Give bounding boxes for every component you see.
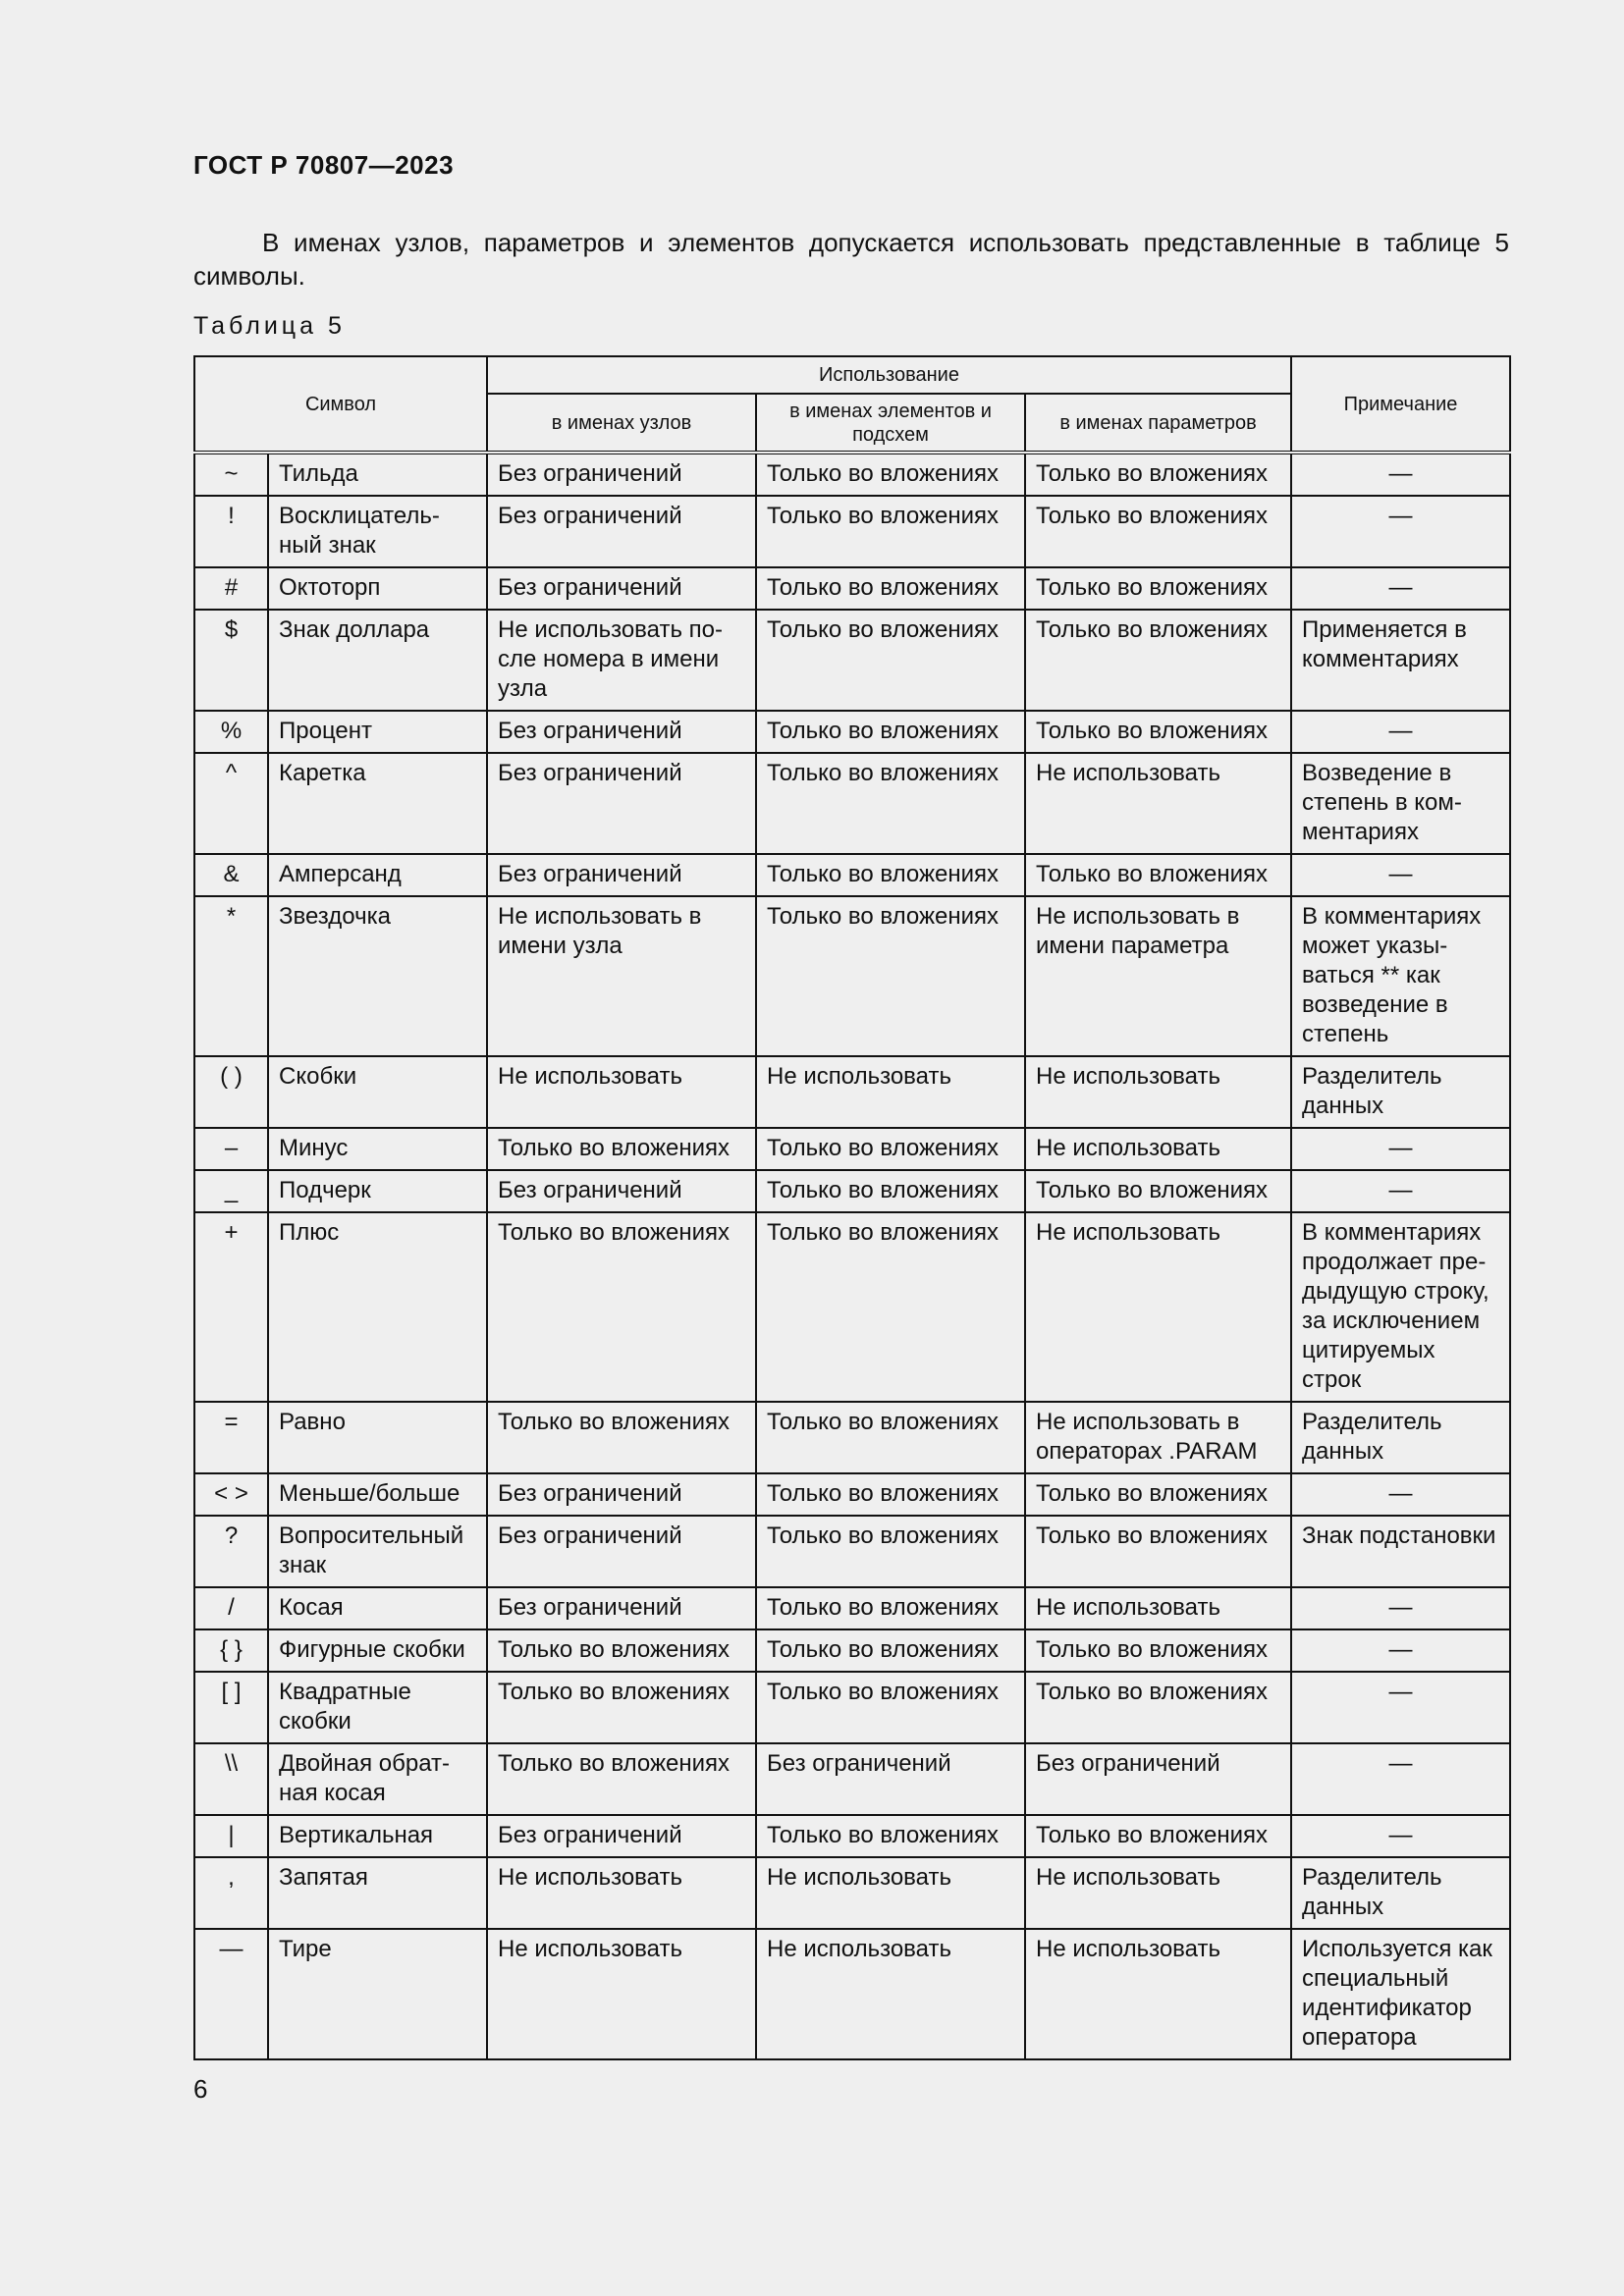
nodes-usage-cell: Только во вложениях bbox=[487, 1212, 756, 1402]
note-cell: — bbox=[1291, 1629, 1510, 1672]
symbol-name-cell: Квадратные скобки bbox=[268, 1672, 487, 1743]
note-cell: — bbox=[1291, 1473, 1510, 1516]
nodes-usage-cell: Только во вложениях bbox=[487, 1128, 756, 1170]
table-row bbox=[194, 1587, 1510, 1629]
symbol-name-cell: Скобки bbox=[268, 1056, 487, 1128]
symbol-cell: & bbox=[194, 854, 268, 896]
elements-usage-cell: Только во вложениях bbox=[756, 1128, 1025, 1170]
table-row bbox=[194, 711, 1510, 753]
table-row bbox=[194, 453, 1510, 496]
elements-usage-cell: Только во вложениях bbox=[756, 453, 1025, 496]
params-usage-cell: Не использовать bbox=[1025, 1056, 1291, 1128]
symbols-table bbox=[193, 355, 1511, 2060]
note-cell: В комментариях продолжает пре-дыдущую строку, за исключением цитируемых строк bbox=[1291, 1212, 1510, 1402]
table-row bbox=[194, 854, 1510, 896]
elements-usage-cell: Только во вложениях bbox=[756, 1170, 1025, 1212]
elements-usage-cell: Только во вложениях bbox=[756, 1402, 1025, 1473]
header-elements: в именах элементов и подсхем bbox=[756, 394, 1025, 453]
params-usage-cell: Только во вложениях bbox=[1025, 453, 1291, 496]
table-row bbox=[194, 1629, 1510, 1672]
note-cell: — bbox=[1291, 1128, 1510, 1170]
header-note: Примечание bbox=[1291, 356, 1510, 453]
params-usage-cell: Не использовать bbox=[1025, 753, 1291, 854]
elements-usage-cell: Только во вложениях bbox=[756, 1815, 1025, 1857]
elements-usage-cell: Только во вложениях bbox=[756, 1473, 1025, 1516]
symbol-cell: – bbox=[194, 1128, 268, 1170]
symbol-name-cell: Минус bbox=[268, 1128, 487, 1170]
nodes-usage-cell: Не использовать по-сле номера в имени узла bbox=[487, 610, 756, 711]
symbol-cell: $ bbox=[194, 610, 268, 711]
table-row bbox=[194, 1815, 1510, 1857]
symbol-cell: = bbox=[194, 1402, 268, 1473]
table-row bbox=[194, 1402, 1510, 1473]
header-nodes: в именах узлов bbox=[487, 394, 756, 453]
symbol-cell: ! bbox=[194, 496, 268, 567]
table-row bbox=[194, 567, 1510, 610]
table-row bbox=[194, 1170, 1510, 1212]
document-id: ГОСТ Р 70807—2023 bbox=[193, 150, 455, 180]
note-cell: Разделитель данных bbox=[1291, 1056, 1510, 1128]
symbol-cell: ( ) bbox=[194, 1056, 268, 1128]
symbol-cell: < > bbox=[194, 1473, 268, 1516]
nodes-usage-cell: Без ограничений bbox=[487, 1587, 756, 1629]
nodes-usage-cell: Только во вложениях bbox=[487, 1672, 756, 1743]
params-usage-cell: Только во вложениях bbox=[1025, 1170, 1291, 1212]
symbol-name-cell: Каретка bbox=[268, 753, 487, 854]
elements-usage-cell: Только во вложениях bbox=[756, 896, 1025, 1056]
elements-usage-cell: Только во вложениях bbox=[756, 1516, 1025, 1587]
elements-usage-cell: Не использовать bbox=[756, 1857, 1025, 1929]
symbol-name-cell: Восклицатель-ный знак bbox=[268, 496, 487, 567]
note-cell: — bbox=[1291, 1815, 1510, 1857]
symbol-name-cell: Амперсанд bbox=[268, 854, 487, 896]
note-cell: Знак подстановки bbox=[1291, 1516, 1510, 1587]
params-usage-cell: Только во вложениях bbox=[1025, 1629, 1291, 1672]
params-usage-cell: Без ограничений bbox=[1025, 1743, 1291, 1815]
symbol-cell: * bbox=[194, 896, 268, 1056]
symbol-name-cell: Звездочка bbox=[268, 896, 487, 1056]
note-cell: — bbox=[1291, 854, 1510, 896]
symbol-cell: | bbox=[194, 1815, 268, 1857]
symbol-name-cell: Вопросительный знак bbox=[268, 1516, 487, 1587]
table-row bbox=[194, 1857, 1510, 1929]
symbol-cell: / bbox=[194, 1587, 268, 1629]
symbol-cell: ? bbox=[194, 1516, 268, 1587]
symbol-name-cell: Тире bbox=[268, 1929, 487, 2059]
params-usage-cell: Только во вложениях bbox=[1025, 854, 1291, 896]
nodes-usage-cell: Без ограничений bbox=[487, 496, 756, 567]
elements-usage-cell: Не использовать bbox=[756, 1056, 1025, 1128]
symbol-name-cell: Запятая bbox=[268, 1857, 487, 1929]
symbol-cell: [ ] bbox=[194, 1672, 268, 1743]
note-cell: Возведение в степень в ком-ментариях bbox=[1291, 753, 1510, 854]
nodes-usage-cell: Только во вложениях bbox=[487, 1629, 756, 1672]
params-usage-cell: Только во вложениях bbox=[1025, 1516, 1291, 1587]
elements-usage-cell: Только во вложениях bbox=[756, 854, 1025, 896]
symbol-cell: # bbox=[194, 567, 268, 610]
table-row bbox=[194, 1056, 1510, 1128]
symbol-cell: % bbox=[194, 711, 268, 753]
elements-usage-cell: Только во вложениях bbox=[756, 610, 1025, 711]
nodes-usage-cell: Без ограничений bbox=[487, 753, 756, 854]
table-row bbox=[194, 1516, 1510, 1587]
params-usage-cell: Не использовать bbox=[1025, 1212, 1291, 1402]
symbol-cell: ^ bbox=[194, 753, 268, 854]
elements-usage-cell: Без ограничений bbox=[756, 1743, 1025, 1815]
params-usage-cell: Не использовать bbox=[1025, 1587, 1291, 1629]
symbol-name-cell: Подчерк bbox=[268, 1170, 487, 1212]
symbol-name-cell: Меньше/больше bbox=[268, 1473, 487, 1516]
nodes-usage-cell: Без ограничений bbox=[487, 854, 756, 896]
symbol-name-cell: Плюс bbox=[268, 1212, 487, 1402]
params-usage-cell: Только во вложениях bbox=[1025, 711, 1291, 753]
note-cell: — bbox=[1291, 711, 1510, 753]
elements-usage-cell: Только во вложениях bbox=[756, 1672, 1025, 1743]
table-row bbox=[194, 896, 1510, 1056]
nodes-usage-cell: Без ограничений bbox=[487, 711, 756, 753]
nodes-usage-cell: Без ограничений bbox=[487, 567, 756, 610]
intro-paragraph: В именах узлов, параметров и элементов допускается использовать представленные в таблице 5 символы. bbox=[193, 228, 1509, 291]
params-usage-cell: Не использовать bbox=[1025, 1128, 1291, 1170]
header-symbol: Символ bbox=[194, 356, 487, 453]
note-cell: — bbox=[1291, 453, 1510, 496]
symbol-cell: _ bbox=[194, 1170, 268, 1212]
elements-usage-cell: Только во вложениях bbox=[756, 496, 1025, 567]
nodes-usage-cell: Не использовать bbox=[487, 1929, 756, 2059]
elements-usage-cell: Только во вложениях bbox=[756, 1629, 1025, 1672]
params-usage-cell: Не использовать bbox=[1025, 1929, 1291, 2059]
symbol-cell: + bbox=[194, 1212, 268, 1402]
note-cell: Разделитель данных bbox=[1291, 1402, 1510, 1473]
note-cell: — bbox=[1291, 1672, 1510, 1743]
note-cell: — bbox=[1291, 1587, 1510, 1629]
table-body bbox=[194, 453, 1510, 2059]
nodes-usage-cell: Только во вложениях bbox=[487, 1743, 756, 1815]
note-cell: В комментариях может указы-ваться ** как возведение в степень bbox=[1291, 896, 1510, 1056]
symbol-name-cell: Косая bbox=[268, 1587, 487, 1629]
nodes-usage-cell: Без ограничений bbox=[487, 1473, 756, 1516]
symbol-cell: ~ bbox=[194, 453, 268, 496]
elements-usage-cell: Только во вложениях bbox=[756, 1212, 1025, 1402]
nodes-usage-cell: Не использовать в имени узла bbox=[487, 896, 756, 1056]
symbol-name-cell: Знак доллара bbox=[268, 610, 487, 711]
nodes-usage-cell: Не использовать bbox=[487, 1857, 756, 1929]
params-usage-cell: Только во вложениях bbox=[1025, 1672, 1291, 1743]
note-cell: — bbox=[1291, 1170, 1510, 1212]
nodes-usage-cell: Не использовать bbox=[487, 1056, 756, 1128]
symbol-name-cell: Октоторп bbox=[268, 567, 487, 610]
symbol-cell: \\ bbox=[194, 1743, 268, 1815]
elements-usage-cell: Только во вложениях bbox=[756, 753, 1025, 854]
nodes-usage-cell: Без ограничений bbox=[487, 1815, 756, 1857]
table-row bbox=[194, 1212, 1510, 1402]
params-usage-cell: Только во вложениях bbox=[1025, 610, 1291, 711]
symbol-name-cell: Двойная обрат-ная косая bbox=[268, 1743, 487, 1815]
note-cell: Применяется в комментариях bbox=[1291, 610, 1510, 711]
nodes-usage-cell: Без ограничений bbox=[487, 1170, 756, 1212]
symbol-name-cell: Вертикальная bbox=[268, 1815, 487, 1857]
symbol-name-cell: Тильда bbox=[268, 453, 487, 496]
params-usage-cell: Только во вложениях bbox=[1025, 496, 1291, 567]
table-row bbox=[194, 1128, 1510, 1170]
table-row bbox=[194, 496, 1510, 567]
note-cell: Разделитель данных bbox=[1291, 1857, 1510, 1929]
table-row bbox=[194, 1473, 1510, 1516]
params-usage-cell: Не использовать в имени параметра bbox=[1025, 896, 1291, 1056]
table-row bbox=[194, 753, 1510, 854]
note-cell: Используется как специальный идентификатор оператора bbox=[1291, 1929, 1510, 2059]
symbol-name-cell: Процент bbox=[268, 711, 487, 753]
nodes-usage-cell: Без ограничений bbox=[487, 1516, 756, 1587]
page-number: 6 bbox=[193, 2074, 208, 2104]
elements-usage-cell: Не использовать bbox=[756, 1929, 1025, 2059]
params-usage-cell: Не использовать в операторах .PARAM bbox=[1025, 1402, 1291, 1473]
params-usage-cell: Только во вложениях bbox=[1025, 567, 1291, 610]
elements-usage-cell: Только во вложениях bbox=[756, 1587, 1025, 1629]
header-params: в именах параметров bbox=[1025, 394, 1291, 453]
table-row bbox=[194, 1672, 1510, 1743]
table-row bbox=[194, 1929, 1510, 2059]
table-row bbox=[194, 1743, 1510, 1815]
params-usage-cell: Только во вложениях bbox=[1025, 1815, 1291, 1857]
params-usage-cell: Только во вложениях bbox=[1025, 1473, 1291, 1516]
elements-usage-cell: Только во вложениях bbox=[756, 567, 1025, 610]
elements-usage-cell: Только во вложениях bbox=[756, 711, 1025, 753]
symbol-name-cell: Равно bbox=[268, 1402, 487, 1473]
note-cell: — bbox=[1291, 1743, 1510, 1815]
symbol-cell: , bbox=[194, 1857, 268, 1929]
header-usage: Использование bbox=[487, 356, 1291, 394]
params-usage-cell: Не использовать bbox=[1025, 1857, 1291, 1929]
symbol-name-cell: Фигурные скобки bbox=[268, 1629, 487, 1672]
note-cell: — bbox=[1291, 567, 1510, 610]
table-row bbox=[194, 610, 1510, 711]
symbol-cell: — bbox=[194, 1929, 268, 2059]
symbol-cell: { } bbox=[194, 1629, 268, 1672]
nodes-usage-cell: Только во вложениях bbox=[487, 1402, 756, 1473]
table-caption: Таблица 5 bbox=[193, 312, 346, 340]
note-cell: — bbox=[1291, 496, 1510, 567]
nodes-usage-cell: Без ограничений bbox=[487, 453, 756, 496]
